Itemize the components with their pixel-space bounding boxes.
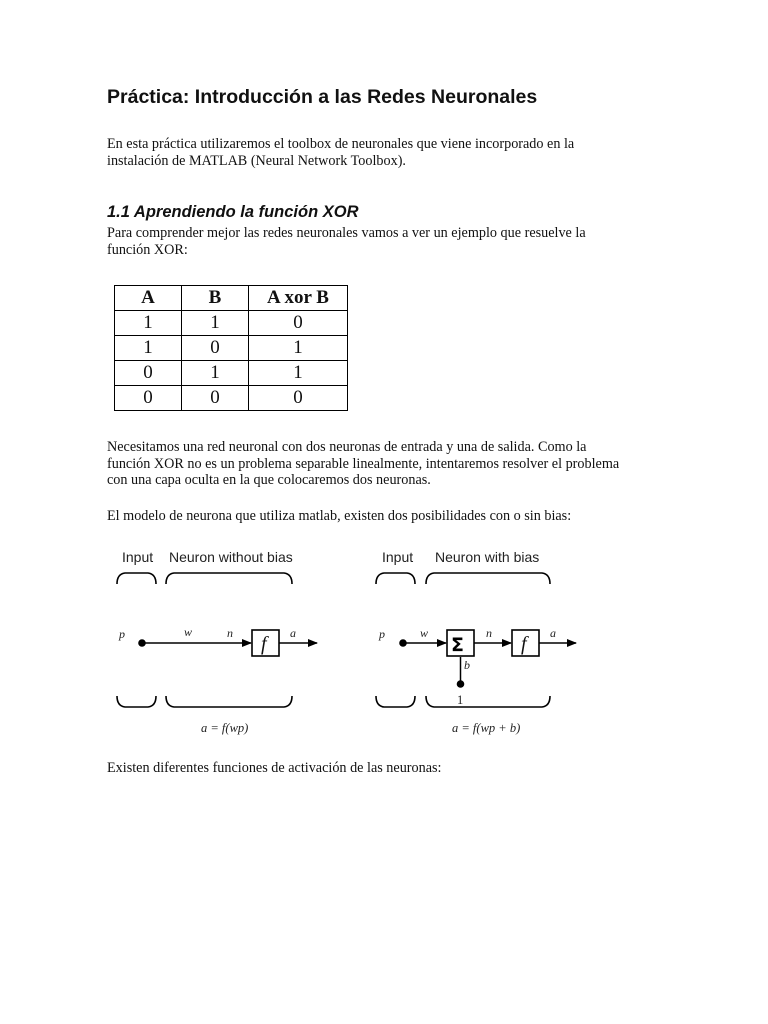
f-label: f: [261, 633, 267, 655]
neuron-with-bias-diagram: [376, 549, 576, 735]
table-cell: 1: [182, 311, 249, 336]
bias-input-one: 1: [457, 693, 464, 707]
network-line: función XOR no es un problema separable linealmente, intentaremos resolver el problema: [107, 455, 620, 472]
section-heading: 1.1 Aprendiendo la función XOR: [107, 203, 359, 221]
table-cell: 1: [115, 336, 182, 361]
input-brace-top: [117, 573, 156, 584]
neuron-without-bias-diagram: [117, 549, 317, 735]
table-header-cell: A xor B: [249, 286, 348, 311]
n-label: n: [227, 626, 233, 640]
table-cell: 0: [249, 386, 348, 411]
equation-without-bias: a = f(wp): [201, 721, 249, 735]
table-cell: 1: [115, 311, 182, 336]
table-header-cell: A: [115, 286, 182, 311]
table-cell: 1: [249, 336, 348, 361]
input-brace-top: [376, 573, 415, 584]
table-cell: 0: [249, 311, 348, 336]
table-cell: 0: [115, 386, 182, 411]
w-label: w: [420, 626, 429, 640]
network-line: con una capa oculta en la que colocaremos dos neuronas.: [107, 472, 431, 488]
neuron-brace-bottom: [426, 696, 550, 707]
equation-with-bias: a = f(wp + b): [452, 721, 521, 735]
intro-line: instalación de MATLAB (Neural Network Toolbox).: [107, 152, 406, 169]
page-title: Práctica: Introducción a las Redes Neuronales: [107, 86, 538, 108]
table-cell: 0: [182, 336, 249, 361]
neuron-brace-bottom: [166, 696, 292, 707]
neuron-label: Neuron with bias: [435, 549, 540, 565]
input-brace-bottom: [117, 696, 156, 707]
input-label: Input: [122, 549, 154, 565]
activation-paragraph: Existen diferentes funciones de activación de las neuronas:: [107, 760, 442, 776]
table-header-cell: B: [182, 286, 249, 311]
table-cell: 1: [249, 361, 348, 386]
b-label: b: [464, 658, 470, 672]
network-line: Necesitamos una red neuronal con dos neuronas de entrada y una de salida. Como la: [107, 439, 587, 455]
a-label: a: [290, 626, 296, 640]
neuron-label: Neuron without bias: [169, 549, 293, 565]
section-line: función XOR:: [107, 241, 188, 258]
input-brace-bottom: [376, 696, 415, 707]
table-cell: 0: [182, 386, 249, 411]
neuron-brace-top: [166, 573, 292, 584]
neuron-brace-top: [426, 573, 550, 584]
p-label: p: [379, 627, 385, 641]
a-label: a: [550, 626, 556, 640]
w-label: w: [184, 625, 193, 639]
model-paragraph: El modelo de neurona que utiliza matlab, existen dos posibilidades con o sin bias:: [107, 508, 572, 524]
n-label: n: [486, 626, 492, 640]
table-cell: 1: [182, 361, 249, 386]
sigma-icon: Σ: [451, 634, 464, 656]
p-label: p: [119, 627, 125, 641]
f-label: f: [521, 633, 527, 655]
bias-node: [457, 680, 465, 688]
section-line: Para comprender mejor las redes neuronales vamos a ver un ejemplo que resuelve la: [107, 225, 586, 241]
table-cell: 0: [115, 361, 182, 386]
intro-line: En esta práctica utilizaremos el toolbox de neuronales que viene incorporado en la: [107, 136, 575, 152]
input-label: Input: [382, 549, 414, 565]
